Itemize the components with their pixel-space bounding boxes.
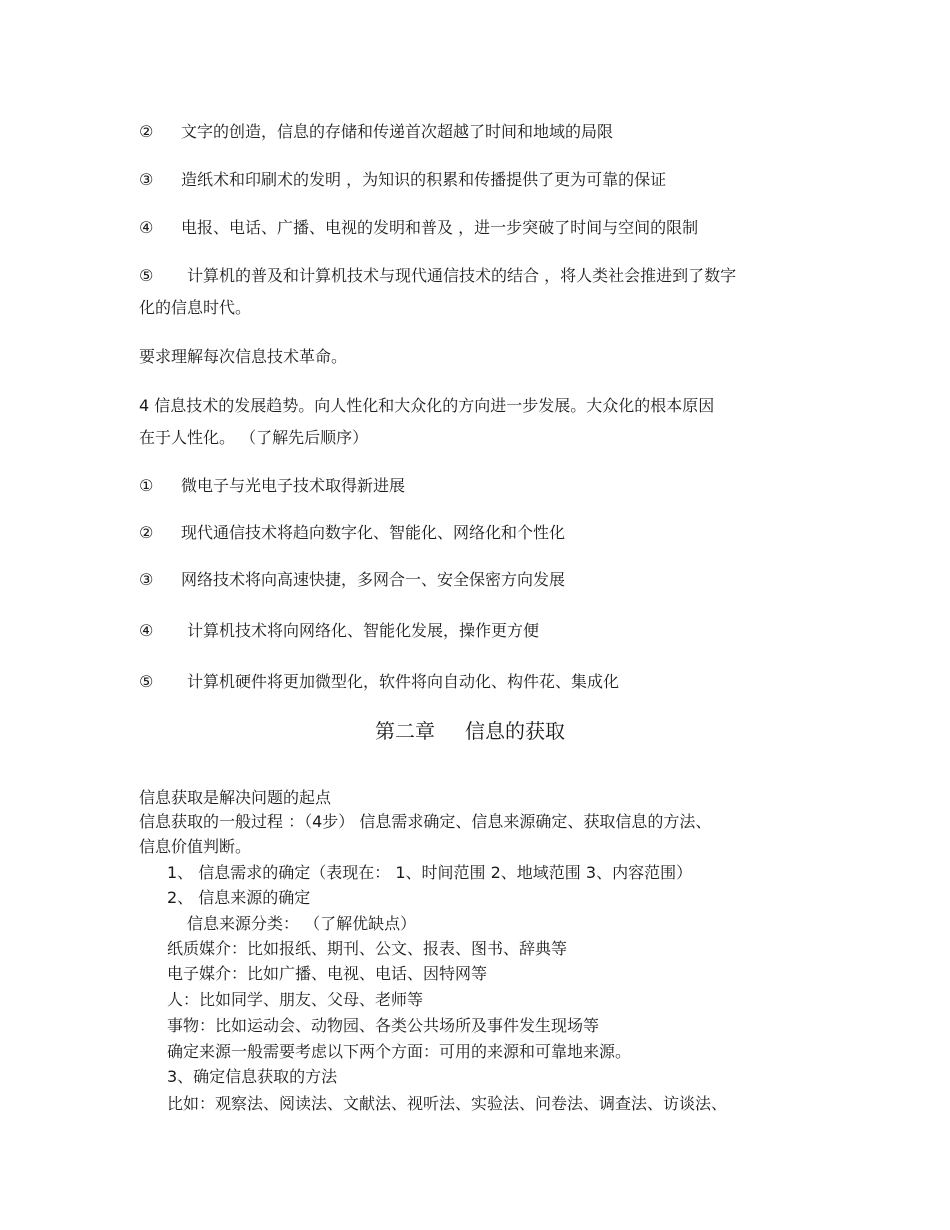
trend-item-5 bbox=[139, 671, 619, 693]
source-things: 事物：比如运动会、动物园、各类公共场所及事件发生现场等 bbox=[167, 1016, 600, 1035]
revolution-item-5-continued: 化的信息时代。 bbox=[139, 298, 252, 317]
item-text: 文字的创造，信息的存储和传递首次超越了时间和地域的局限 bbox=[181, 122, 614, 141]
chapter-title bbox=[0, 718, 940, 745]
revolution-item-5 bbox=[139, 265, 736, 287]
source-classification: 信息来源分类： （了解优缺点） bbox=[187, 914, 417, 933]
item-text: 造纸术和印刷术的发明 ，为知识的积累和传播提供了更为可靠的保证 bbox=[181, 170, 667, 189]
item-number: ① bbox=[139, 476, 154, 495]
item-text: 计算机硬件将更加微型化，软件将向自动化、构件花、集成化 bbox=[187, 672, 620, 691]
item-number: ⑤ bbox=[139, 266, 154, 285]
source-considerations: 确定来源一般需要考虑以下两个方面：可用的来源和可靠地来源。 bbox=[167, 1042, 632, 1061]
chapter-name: 信息的获取 bbox=[465, 719, 565, 743]
trend-heading-continued: 在于人性化。 （了解先后顺序） bbox=[139, 428, 369, 447]
trend-item-4 bbox=[139, 620, 539, 642]
item-text: 计算机的普及和计算机技术与现代通信技术的结合 ，将人类社会推进到了数字 bbox=[187, 266, 737, 285]
chapter-number: 第二章 bbox=[375, 719, 435, 743]
source-people: 人：比如同学、朋友、父母、老师等 bbox=[167, 990, 424, 1009]
trend-heading: 4 信息技术的发展趋势。向人性化和大众化的方向进一步发展。大众化的根本原因 bbox=[139, 396, 715, 415]
item-text: 计算机技术将向网络化、智能化发展，操作更方便 bbox=[187, 621, 540, 640]
source-electronic-media: 电子媒介：比如广播、电视、电话、因特网等 bbox=[167, 964, 488, 983]
item-number: ⑤ bbox=[139, 672, 154, 691]
item-text: 网络技术将向高速快捷，多网合一、安全保密方向发展 bbox=[181, 570, 566, 589]
trend-item-2 bbox=[139, 522, 565, 544]
acquisition-process-continued: 信息价值判断。 bbox=[139, 837, 252, 856]
item-number: ④ bbox=[139, 218, 154, 237]
requirement-note: 要求理解每次信息技术革命。 bbox=[139, 347, 348, 366]
item-number: ③ bbox=[139, 570, 154, 589]
item-text: 现代通信技术将趋向数字化、智能化、网络化和个性化 bbox=[181, 523, 566, 542]
trend-item-1 bbox=[139, 475, 405, 497]
item-number: ② bbox=[139, 523, 154, 542]
revolution-item-3 bbox=[139, 169, 666, 191]
section-1-need: 1、 信息需求的确定（表现在： 1、时间范围 2、地域范围 3、内容范围） bbox=[167, 863, 693, 882]
trend-item-3 bbox=[139, 569, 565, 591]
item-number: ③ bbox=[139, 170, 154, 189]
item-text: 电报、电话、广播、电视的发明和普及 ，进一步突破了时间与空间的限制 bbox=[181, 218, 699, 237]
acquisition-process: 信息获取的一般过程 ：（4步） 信息需求确定、信息来源确定、获取信息的方法、 bbox=[139, 812, 712, 831]
method-examples: 比如：观察法、阅读法、文献法、视听法、实验法、问卷法、调查法、访谈法、 bbox=[167, 1094, 728, 1113]
item-number: ④ bbox=[139, 621, 154, 640]
acquisition-starting-point: 信息获取是解决问题的起点 bbox=[139, 788, 332, 807]
revolution-item-4 bbox=[139, 217, 698, 239]
section-3-method: 3、确定信息获取的方法 bbox=[167, 1067, 338, 1086]
source-paper-media: 纸质媒介：比如报纸、期刊、公文、报表、图书、辞典等 bbox=[167, 939, 568, 958]
item-text: 微电子与光电子技术取得新进展 bbox=[181, 476, 406, 495]
item-number: ② bbox=[139, 122, 154, 141]
section-2-source: 2、 信息来源的确定 bbox=[167, 888, 311, 907]
revolution-item-2 bbox=[139, 121, 613, 143]
